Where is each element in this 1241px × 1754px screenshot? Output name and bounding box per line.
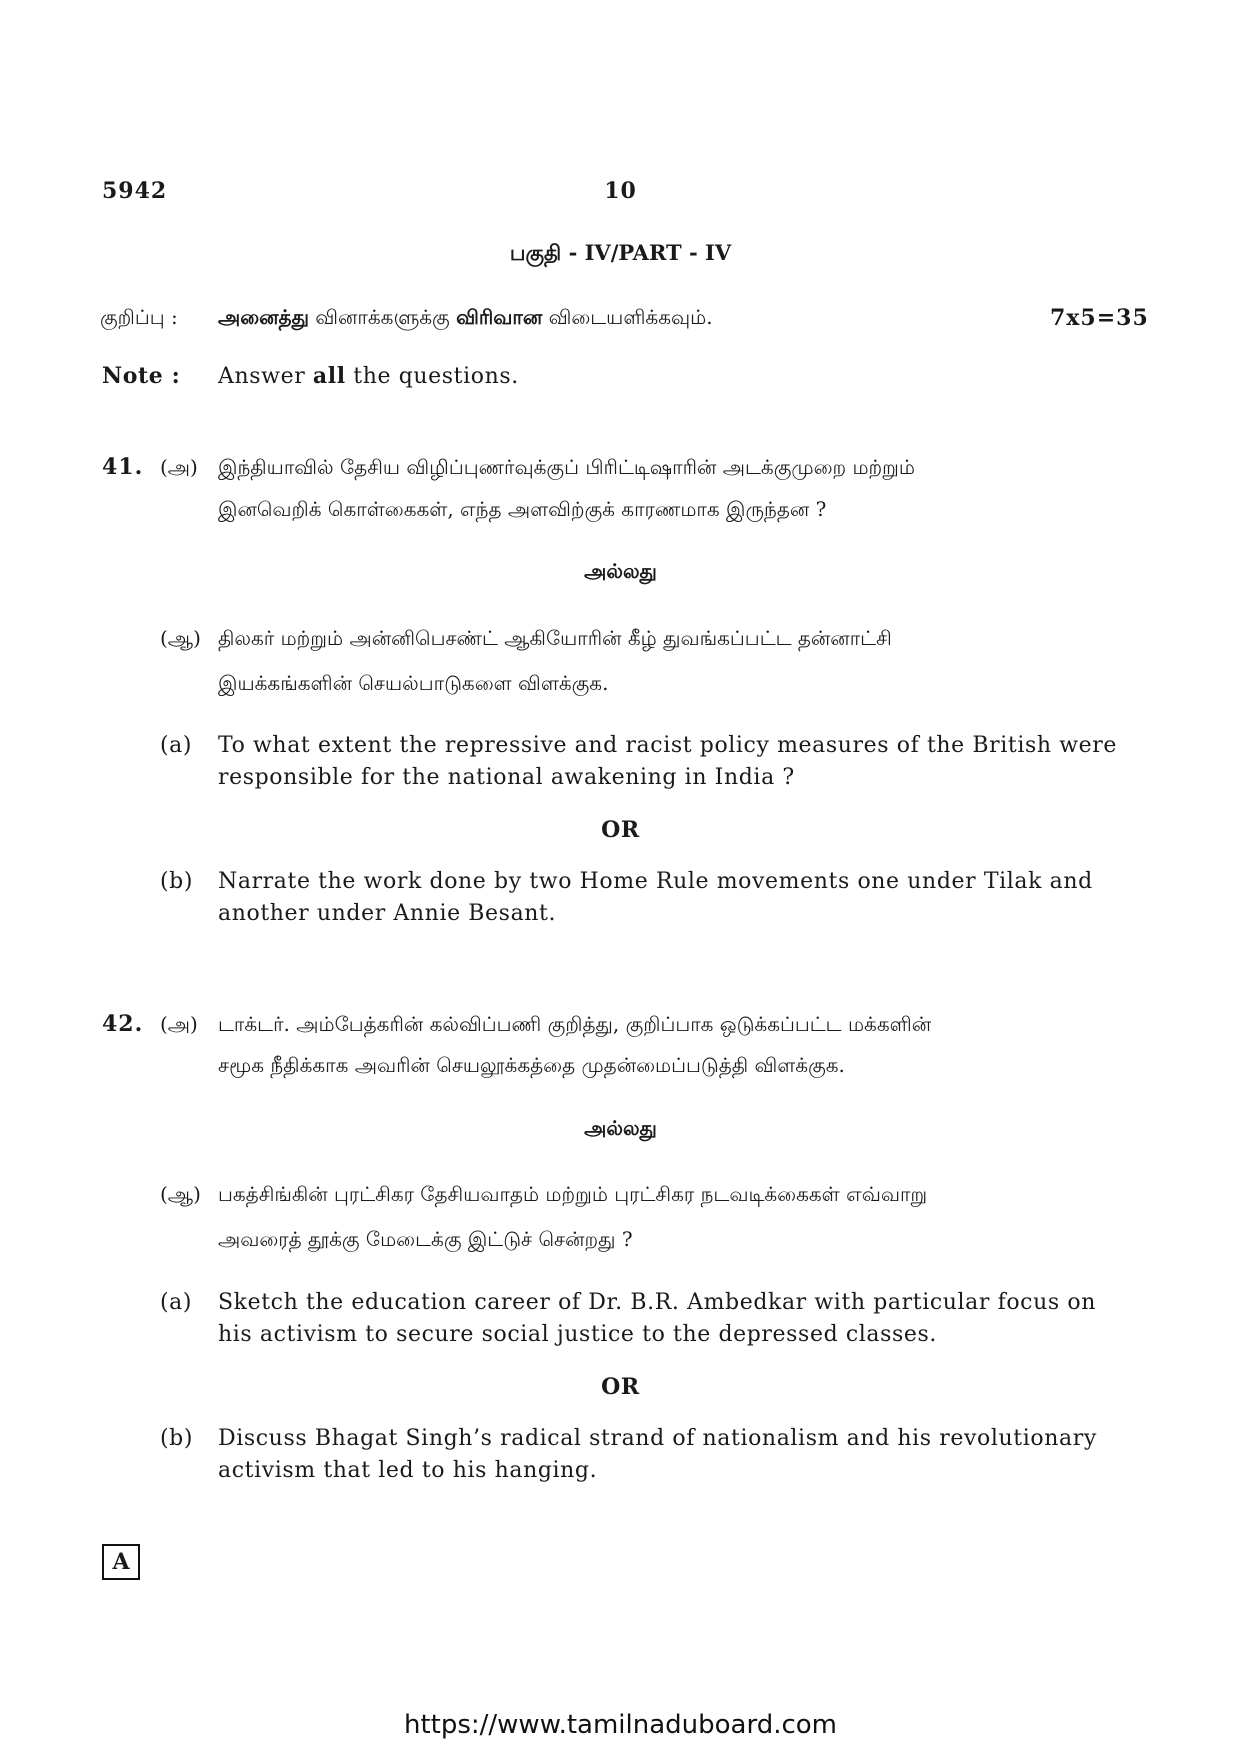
tamil-option-label: (அ) <box>160 1012 198 1036</box>
tamil-or-separator: அல்லது <box>584 1116 657 1140</box>
tamil-instruction-text-2: விடையளிக்கவும். <box>548 305 713 329</box>
tamil-option-label: (ஆ) <box>160 626 201 650</box>
english-or-separator: OR <box>601 817 640 843</box>
tamil-question-line: சமூக நீதிக்காக அவரின் செயலூக்கத்தை முதன்மைப்படுத்தி விளக்குக. <box>218 1053 845 1077</box>
question-number: 42. <box>102 1011 144 1037</box>
english-option-label: (b) <box>160 869 194 894</box>
note-text-bold: all <box>312 363 346 389</box>
marks-allocation: 7x5=35 <box>1050 305 1149 331</box>
english-or-separator: OR <box>601 1374 640 1400</box>
english-question-line: his activism to secure social justice to the depressed classes. <box>218 1322 938 1347</box>
english-question-line: Discuss Bhagat Singh’s radical strand of nationalism and his revolutionary <box>218 1426 1097 1451</box>
english-question-line: Sketch the education career of Dr. B.R. Ambedkar with particular focus on <box>218 1290 1096 1315</box>
tamil-instruction-bold-2: விரிவான <box>456 305 543 329</box>
tamil-question-line: பகத்சிங்கின் புரட்சிகர தேசியவாதம் மற்றும் புரட்சிகர நடவடிக்கைகள் எவ்வாறு <box>218 1182 928 1206</box>
tamil-question-line: டாக்டர். அம்பேத்கரின் கல்விப்பணி குறித்து, குறிப்பாக ஒடுக்கப்பட்ட மக்களின் <box>218 1012 932 1036</box>
section-title: பகுதி - IV/PART - IV <box>509 240 732 265</box>
note-text <box>218 360 519 393</box>
note-label: Note : <box>102 363 181 389</box>
note-text-before: Answer <box>218 364 306 389</box>
tamil-instruction-bold-1: அனைத்து <box>218 305 309 329</box>
english-question-line: another under Annie Besant. <box>218 901 557 926</box>
note-text-after: the questions. <box>353 364 519 389</box>
english-option-label: (a) <box>160 733 193 758</box>
question-number: 41. <box>102 454 144 480</box>
tamil-question-line: அவரைத் தூக்கு மேடைக்கு இட்டுச் சென்றது ? <box>218 1227 633 1251</box>
tamil-question-line: இயக்கங்களின் செயல்பாடுகளை விளக்குக. <box>218 671 609 695</box>
tamil-instruction-text-1: வினாக்களுக்கு <box>315 305 450 329</box>
english-question-line: activism that led to his hanging. <box>218 1458 598 1483</box>
tamil-note-label: குறிப்பு : <box>100 305 178 329</box>
tamil-option-label: (ஆ) <box>160 1182 201 1206</box>
tamil-question-line: திலகர் மற்றும் அன்னிபெசண்ட் ஆகியோரின் கீழ் துவங்கப்பட்ட தன்னாட்சி <box>218 626 892 650</box>
english-option-label: (b) <box>160 1426 194 1451</box>
tamil-option-label: (அ) <box>160 455 198 479</box>
english-question-line: Narrate the work done by two Home Rule movements one under Tilak and <box>218 869 1093 894</box>
footer-url[interactable]: https://www.tamilnaduboard.com <box>403 1710 838 1740</box>
english-question-line: To what extent the repressive and racist policy measures of the British were <box>218 733 1118 758</box>
booklet-series-box: A <box>102 1544 140 1580</box>
english-question-line: responsible for the national awakening in India ? <box>218 765 795 790</box>
paper-code: 5942 <box>102 178 168 204</box>
tamil-instruction <box>218 296 713 338</box>
english-option-label: (a) <box>160 1290 193 1315</box>
tamil-question-line: இந்தியாவில் தேசிய விழிப்புணர்வுக்குப் பிரிட்டிஷாரின் அடக்குமுறை மற்றும் <box>218 455 915 479</box>
tamil-or-separator: அல்லது <box>584 559 657 583</box>
tamil-question-line: இனவெறிக் கொள்கைகள், எந்த அளவிற்குக் காரணமாக இருந்தன ? <box>218 497 827 521</box>
page-number: 10 <box>604 178 637 204</box>
